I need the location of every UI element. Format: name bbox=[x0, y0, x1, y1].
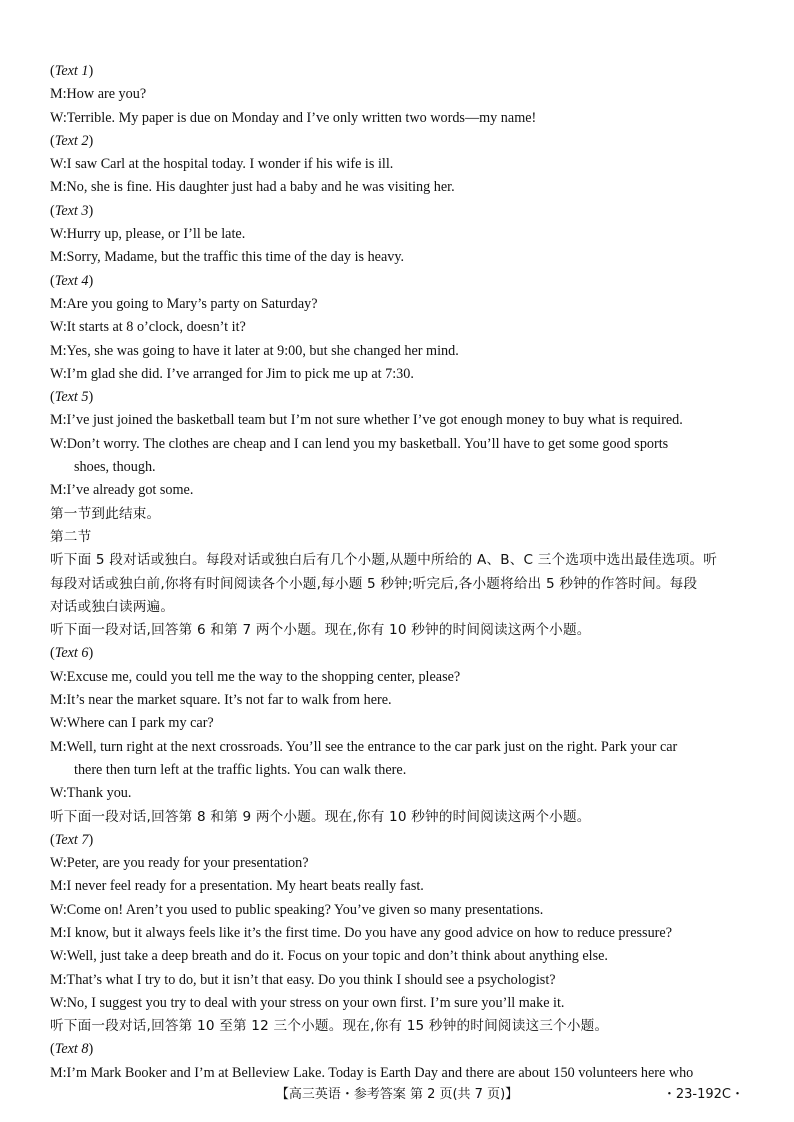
paren-open: ( bbox=[50, 202, 55, 219]
paren-open: ( bbox=[50, 272, 55, 289]
dialogue-line: W:Where can I park my car? bbox=[50, 715, 214, 732]
dialogue-line: M:Yes, she was going to have it later at 9:00, but she changed her mind. bbox=[50, 342, 459, 359]
dialogue-line: W:Come on! Aren’t you used to public speaking? You’ve given so many presentations. bbox=[50, 901, 544, 918]
paren-close: ) bbox=[88, 645, 94, 662]
text-label-name: Text 2 bbox=[54, 132, 89, 149]
dialogue-continuation: there then turn left at the traffic lights. You can walk there. bbox=[74, 761, 407, 778]
text-label-name: Text 6 bbox=[54, 645, 89, 662]
footer-code: ・23-192C・ bbox=[662, 1087, 744, 1102]
dialogue-line: M:Well, turn right at the next crossroads. You’ll see the entrance to the car park just on the right. Park your car bbox=[50, 738, 678, 755]
page-footer bbox=[0, 1083, 794, 1107]
dialogue-line: W:I saw Carl at the hospital today. I wonder if his wife is ill. bbox=[50, 156, 394, 173]
paren-close: ) bbox=[88, 272, 94, 289]
dialogue-line: M:Are you going to Mary’s party on Saturday? bbox=[50, 295, 318, 312]
dialogue-line: W:Peter, are you ready for your presentation? bbox=[50, 855, 309, 872]
dialogue-line: W:Terrible. My paper is due on Monday and I’ve only written two words—my name! bbox=[50, 109, 537, 126]
paren-open: ( bbox=[50, 63, 55, 79]
dialogue-line: M:I’m Mark Booker and I’m at Belleview Lake. Today is Earth Day and there are about 150 volunteers here who bbox=[50, 1064, 694, 1081]
dialogue-line: M:It’s near the market square. It’s not far to walk from here. bbox=[50, 692, 392, 709]
text-label-name: Text 7 bbox=[54, 831, 89, 848]
paren-close: ) bbox=[88, 831, 94, 848]
dialogue-line: W:Don’t worry. The clothes are cheap and I can lend you my basketball. You’ll have to get some good sports bbox=[50, 435, 669, 452]
instruction-line: 听下面 5 段对话或独白。每段对话或独白后有几个小题,从题中所给的 A、B、C 三个选项中选出最佳选项。听 bbox=[50, 552, 718, 569]
dialogue-line: M:I know, but it always feels like it’s the first time. Do you have any good advice on how to reduce pressure? bbox=[50, 924, 672, 941]
text-label bbox=[50, 200, 740, 223]
dialogue-line: M:Sorry, Madame, but the traffic this time of the day is heavy. bbox=[50, 249, 405, 266]
document-body bbox=[50, 60, 740, 1085]
instruction-line: 每段对话或独白前,你将有时间阅读各个小题,每小题 5 秒钟;听完后,各小题将给出 5 秒钟的作答时间。每段 bbox=[50, 575, 698, 592]
instruction-line: 听下面一段对话,回答第 6 和第 7 两个小题。现在,你有 10 秒钟的时间阅读这两个小题。 bbox=[50, 622, 591, 639]
dialogue-line: W:It starts at 8 o’clock, doesn’t it? bbox=[50, 319, 246, 336]
paren-open: ( bbox=[50, 645, 55, 662]
dialogue-line: W:Excuse me, could you tell me the way to the shopping center, please? bbox=[50, 668, 461, 685]
text-label bbox=[50, 270, 740, 293]
dialogue-line: M:I’ve just joined the basketball team but I’m not sure whether I’ve got enough money to buy what is required. bbox=[50, 412, 683, 429]
dialogue-line: M:No, she is fine. His daughter just had a baby and he was visiting her. bbox=[50, 179, 455, 196]
instruction-line: 第一节到此结束。 bbox=[50, 505, 161, 522]
text-label-name: Text 3 bbox=[54, 202, 89, 219]
text-label-name: Text 4 bbox=[54, 272, 89, 289]
dialogue-line: W:I’m glad she did. I’ve arranged for Jim to pick me up at 7:30. bbox=[50, 365, 414, 382]
dialogue-continuation: shoes, though. bbox=[74, 459, 156, 476]
paren-close: ) bbox=[88, 202, 94, 219]
paren-open: ( bbox=[50, 132, 55, 149]
instruction-line: 第二节 bbox=[50, 528, 92, 545]
text-label bbox=[50, 60, 740, 83]
dialogue-line: W:Hurry up, please, or I’ll be late. bbox=[50, 226, 246, 243]
text-label bbox=[50, 386, 740, 409]
footer-page-info: 【高三英语・参考答案 第 2 页(共 7 页)】 bbox=[275, 1087, 519, 1102]
dialogue-line: M:I’ve already got some. bbox=[50, 482, 194, 499]
paren-close: ) bbox=[88, 1041, 94, 1058]
dialogue-line: M:How are you? bbox=[50, 86, 147, 103]
text-label bbox=[50, 829, 740, 852]
instruction-line: 听下面一段对话,回答第 10 至第 12 三个小题。现在,你有 15 秒钟的时间阅读这三个小题。 bbox=[50, 1018, 609, 1035]
paren-open: ( bbox=[50, 1041, 55, 1058]
text-label-name: Text 5 bbox=[54, 389, 89, 406]
dialogue-line: W:No, I suggest you try to deal with your stress on your own first. I’m sure you’ll make it. bbox=[50, 994, 565, 1011]
text-label bbox=[50, 642, 740, 665]
instruction-line: 听下面一段对话,回答第 8 和第 9 两个小题。现在,你有 10 秒钟的时间阅读这两个小题。 bbox=[50, 808, 591, 825]
instruction-line: 对话或独白读两遍。 bbox=[50, 598, 175, 615]
dialogue-line: W:Well, just take a deep breath and do it. Focus on your topic and don’t think about anything else. bbox=[50, 948, 608, 965]
text-label-name: Text 8 bbox=[54, 1041, 89, 1058]
paren-close: ) bbox=[88, 132, 94, 149]
dialogue-line: M:That’s what I try to do, but it isn’t that easy. Do you think I should see a psychologist? bbox=[50, 971, 556, 988]
dialogue-line: W:Thank you. bbox=[50, 785, 132, 802]
text-label bbox=[50, 130, 740, 153]
text-label-name: Text 1 bbox=[54, 63, 89, 79]
paren-close: ) bbox=[88, 389, 94, 406]
paren-open: ( bbox=[50, 389, 55, 406]
text-label bbox=[50, 1038, 740, 1061]
dialogue-line: M:I never feel ready for a presentation. My heart beats really fast. bbox=[50, 878, 424, 895]
paren-close: ) bbox=[88, 63, 94, 79]
paren-open: ( bbox=[50, 831, 55, 848]
